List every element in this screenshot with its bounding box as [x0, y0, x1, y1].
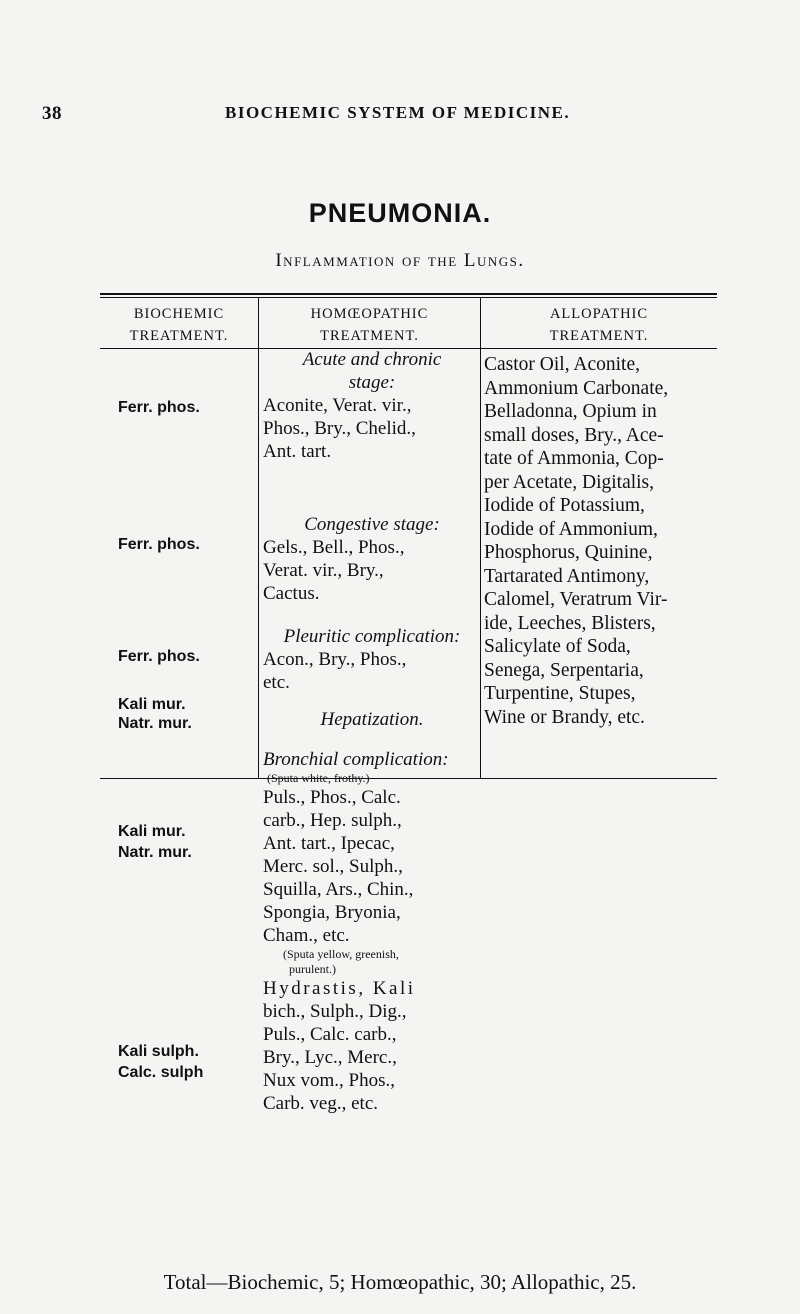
homoeopathic-section-congestive: Congestive stage: Gels., Bell., Phos., Verat. vir., Bry., Cactus. [263, 513, 481, 605]
stage-heading: Congestive stage: [304, 514, 440, 535]
sputa-note: purulent.) [289, 962, 336, 976]
page-number: 38 [42, 103, 62, 124]
biochemic-remedy: Calc. sulph [118, 1064, 204, 1081]
biochemic-remedy: Ferr. phos. [118, 536, 200, 553]
biochemic-remedy: Natr. mur. [118, 844, 192, 861]
stage-heading: stage: [348, 372, 396, 393]
allopathic-remedies: Castor Oil, Aconite, Ammonium Carbonate, Belladonna, Opium in small doses, Bry., Ace- tate of Ammonia, Cop- per Acetate, Digitalis, Iodide of Potassium, Iodide of Ammonium, Phosphorus, Quinine, Tartarated Antimony, Calomel, Veratrum Vir- ide, Leeches, Blisters, Salicylate of Soda, Senega, Serpentaria, Turpentine, Stupes, Wine or Brandy, etc. [484, 354, 669, 728]
homoeopathic-section-pleuritic: Pleuritic complication: Acon., Bry., Phos., etc. [263, 625, 481, 694]
biochemic-remedy: Kali mur. [118, 696, 186, 713]
page-title: PNEUMONIA. [308, 198, 492, 228]
page-subtitle: Inflammation of the Lungs. [275, 250, 525, 271]
sputa-note: (Sputa yellow, greenish, [283, 947, 399, 961]
homoeopathic-section-hepatization [263, 708, 481, 731]
total-summary: Total—Biochemic, 5; Homœopathic, 30; Allopathic, 25. [163, 1270, 637, 1294]
biochemic-remedy: Natr. mur. [118, 715, 192, 732]
column-divider-left [258, 298, 259, 778]
biochemic-remedy: Ferr. phos. [118, 648, 200, 665]
stage-heading: Pleuritic complication: [283, 626, 461, 647]
biochemic-remedy: Kali sulph. [118, 1043, 199, 1060]
stage-heading: Acute and chronic [302, 349, 442, 370]
biochemic-remedy: Ferr. phos. [118, 399, 200, 416]
stage-heading: Bronchial complication: [263, 749, 449, 770]
stage-heading: Hepatization. [320, 709, 424, 730]
column-header-biochemic: BIOCHEMIC TREATMENT. [129, 306, 229, 344]
page-header [0, 103, 800, 133]
column-header-allopathic: ALLOPATHIC TREATMENT. [549, 306, 649, 344]
sputa-note: (Sputa white, frothy.) [267, 771, 370, 785]
running-title: BIOCHEMIC SYSTEM OF MEDICINE. [225, 103, 571, 122]
column-header-homoeopathic: HOMŒOPATHIC TREATMENT. [310, 306, 429, 344]
homoeopathic-section-acute: Acute and chronic stage: Aconite, Verat. vir., Phos., Bry., Chelid., Ant. tart. [263, 348, 481, 463]
biochemic-remedy: Kali mur. [118, 823, 186, 840]
homoeopathic-section-bronchial: Bronchial complication: (Sputa white, frothy.) Puls., Phos., Calc. carb., Hep. sulph., Ant. tart., Ipecac, Merc. sol., Sulph., Squilla, Ars., Chin., Spongia, Bryonia, Cham., etc. (Sputa yellow, greenish, purulent.) Hydrastis, Kali bich., Sulph., Dig., Puls., Calc. carb., Bry., Lyc., Merc., Nux vom., Phos., Carb. veg., etc. [263, 748, 481, 1115]
table-top-rule-thin [100, 297, 717, 298]
table-top-rule [100, 293, 717, 295]
